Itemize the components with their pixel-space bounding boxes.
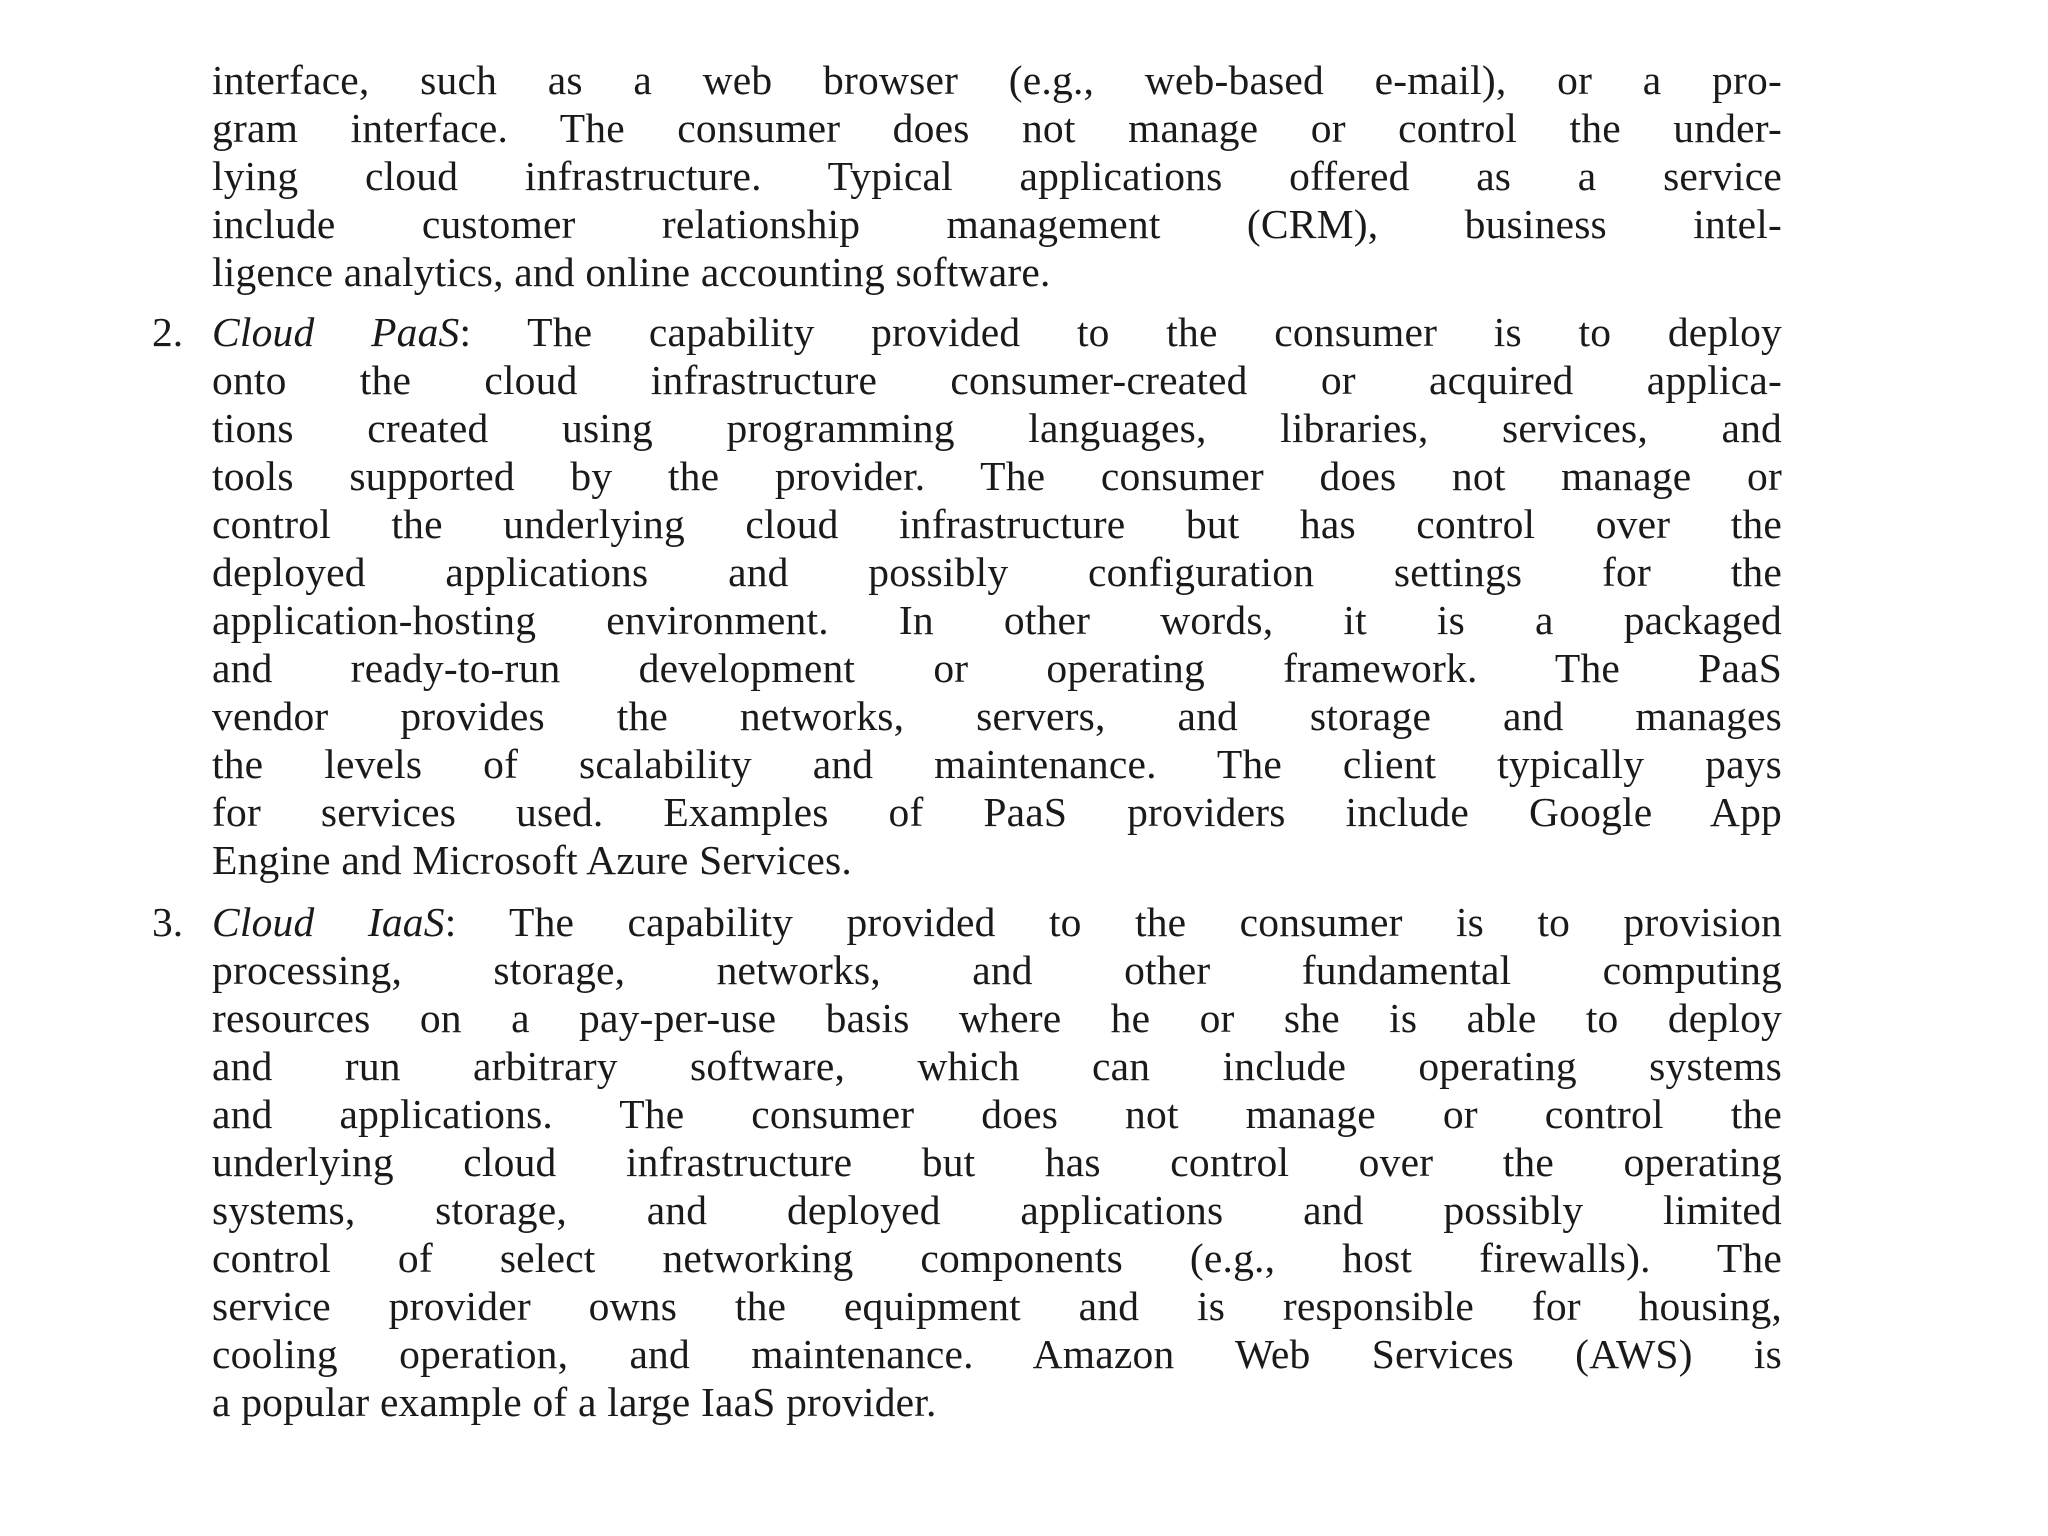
text-line [212,898,1782,946]
text-line: lying cloud infrastructure. Typical applications offered as a service [212,153,1782,199]
text-line: for services used. Examples of PaaS providers include Google App [212,789,1782,835]
text-line: service provider owns the equipment and is responsible for housing, [212,1283,1782,1329]
text-line-rest: : The capability provided to the consumer is to deploy [459,309,1783,355]
text-line: vendor provides the networks, servers, and storage and manages [212,693,1782,739]
text-line: Engine and Microsoft Azure Services. [212,837,852,883]
text-line: and run arbitrary software, which can include operating systems [212,1043,1782,1089]
text-line: control of select networking components (e.g., host firewalls). The [212,1235,1782,1281]
text-line: application-hosting environment. In other words, it is a packaged [212,597,1782,643]
text-line [212,308,1782,356]
text-line: onto the cloud infrastructure consumer-created or acquired applica- [212,357,1782,403]
text-line: a popular example of a large IaaS provider. [212,1379,937,1425]
text-line: and ready-to-run development or operating framework. The PaaS [212,645,1782,691]
text-line-rest: : The capability provided to the consumer is to provision [444,899,1782,945]
text-line: deployed applications and possibly configuration settings for the [212,549,1782,595]
text-line: and applications. The consumer does not manage or control the [212,1091,1782,1137]
text-line: underlying cloud infrastructure but has control over the operating [212,1139,1782,1185]
text-line: cooling operation, and maintenance. Amazon Web Services (AWS) is [212,1331,1782,1377]
text-line: interface, such as a web browser (e.g., web-based e-mail), or a pro- [212,57,1782,103]
text-line: resources on a pay-per-use basis where he or she is able to deploy [212,995,1782,1041]
text-line: tions created using programming languages, libraries, services, and [212,405,1782,451]
text-line: systems, storage, and deployed applications and possibly limited [212,1187,1782,1233]
term-cloud-iaas: Cloud IaaS [212,899,445,945]
list-marker: 2. [152,309,184,355]
text-line: tools supported by the provider. The consumer does not manage or [212,453,1782,499]
list-marker: 3. [152,899,184,945]
text-line: processing, storage, networks, and other fundamental computing [212,947,1782,993]
text-line: ligence analytics, and online accounting software. [212,249,1051,295]
text-line: the levels of scalability and maintenance. The client typically pays [212,741,1782,787]
text-line: gram interface. The consumer does not manage or control the under- [212,105,1782,151]
text-line: control the underlying cloud infrastructure but has control over the [212,501,1782,547]
term-cloud-paas: Cloud PaaS [212,309,460,355]
text-line: include customer relationship management (CRM), business intel- [212,201,1782,247]
